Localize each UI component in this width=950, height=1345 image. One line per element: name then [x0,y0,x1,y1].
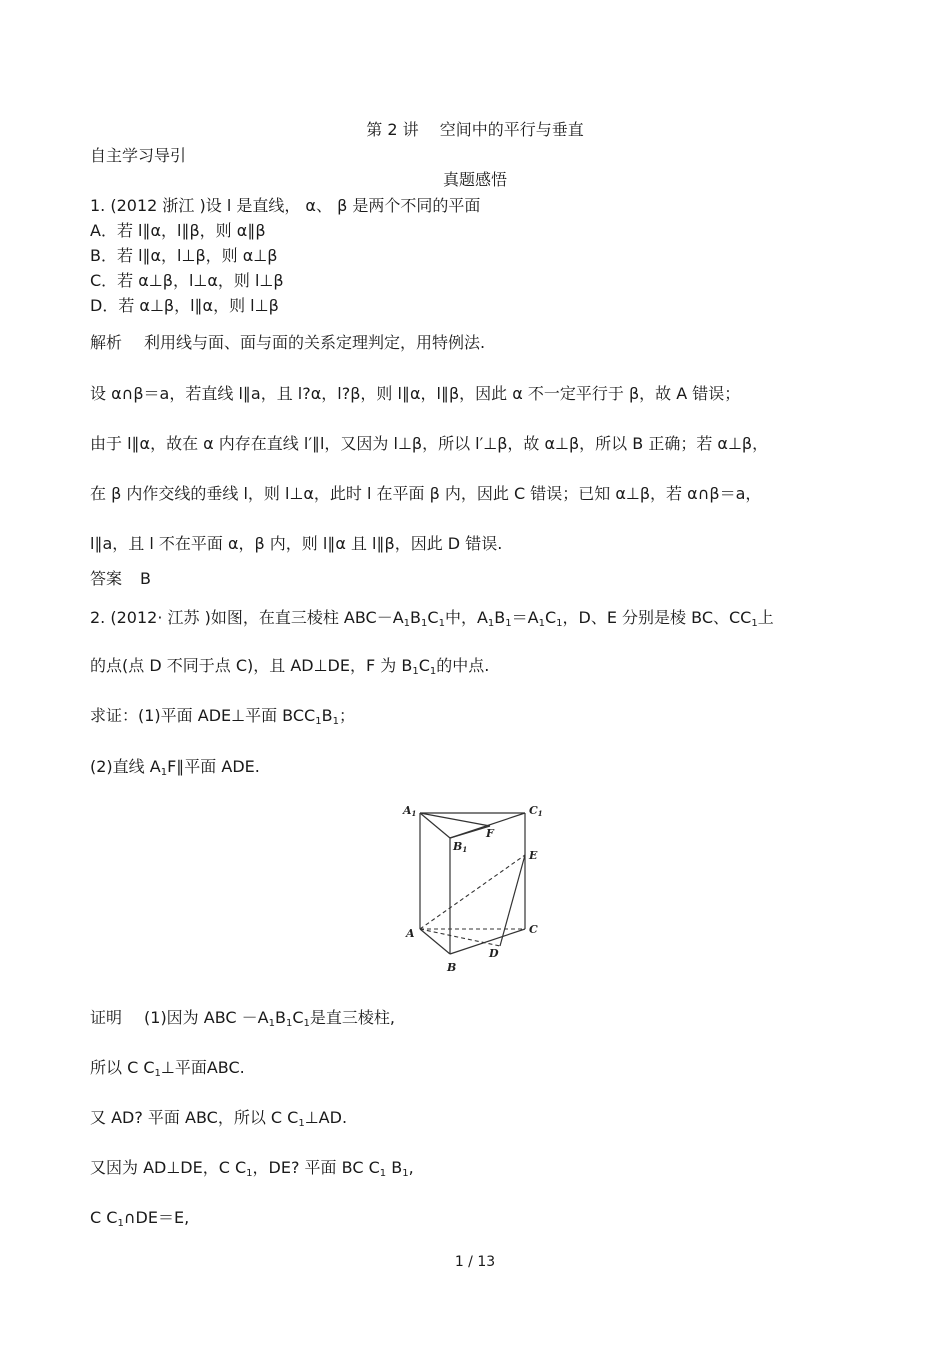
analysis-intro-text: 利用线与面、面与面的关系定理判定，用特例法. [144,333,486,352]
q1-stem: 1. (2012 浙江 )设 l 是直线， α、 β 是两个不同的平面 [90,196,481,215]
answer-label: 答案 [90,569,123,588]
q1-analysis-intro [90,333,485,353]
q2-prove-2: (2)直线 $A_1F\parallel$平面 ADE. [90,757,260,778]
answer-value: B [140,569,151,588]
q1-option-b: B．若 l∥α，l⊥β，则 α⊥β [90,246,278,265]
q1-analysis-line: 由于 l∥α，故在 α 内存在直线 l′∥l，又因为 l⊥β，所以 l′⊥β，故 α⊥β，所以 B 正确；若 α⊥β， [90,434,769,453]
proof-line-2: 所以 C $C_1\perp$平面ABC. [90,1058,245,1079]
label-e: E [529,849,538,862]
section-heading: 自主学习导引 [90,146,187,165]
proof-label: 证明 [90,1008,123,1027]
page-title: 第 2 讲 空间中的平行与垂直 [366,120,584,139]
page-number: 1 / 13 [454,1254,496,1270]
proof-line-3: 又 AD? 平面 ABC，所以 C $C_1\perp AD$. [90,1108,348,1129]
label-c: C [529,923,538,936]
analysis-label: 解析 [90,333,123,352]
q1-analysis-line: 设 α∩β＝a，若直线 l∥a，且 l?α，l?β，则 l∥α，l∥β，因此 α 不一定平行于 β，故 A 错误； [90,384,741,403]
label-b1: B1 [453,840,468,854]
subsection-heading: 真题感悟 [442,170,507,189]
q1-option-a: A．若 l∥α，l∥β，则 α∥β [90,221,266,240]
q1-answer [90,569,151,589]
proof-line-1: 证明 (1)因为 ABC $-A_1B_1C_1$是直三棱柱, [90,1008,395,1029]
label-b: B [447,961,457,974]
prism-figure [395,796,555,982]
label-d: D [489,947,499,960]
label-c1: C1 [529,804,543,818]
label-f: F [486,827,494,840]
label-a1: A1 [403,804,417,818]
q1-analysis-line: 在 β 内作交线的垂线 l，则 l⊥α，此时 l 在平面 β 内，因此 C 错误；已知 α⊥β，若 α∩β＝a， [90,484,762,503]
q2-line-1: 2. (2012· 江苏 )如图，在直三棱柱 $ABC-A_1B_1C_1$中，$A_1B_1=A_1C_1$，D、E 分别是棱 BC、$CC_1$上 [90,608,774,629]
label-a: A [406,927,415,940]
q1-option-c: C．若 α⊥β，l⊥α，则 l⊥β [90,271,284,290]
proof-line-4: 又因为 AD⊥DE，C $C_1$，DE? 平面 BC $C_1$ $B_1$, [90,1158,414,1179]
q2-prove-1: 求证：(1)平面 ADE⊥平面 $BCC_1B_1$； [90,706,355,727]
q1-analysis-line: l∥a，且 l 不在平面 α，β 内，则 l∥α 且 l∥β，因此 D 错误. [90,534,503,553]
q1-option-d: D．若 α⊥β，l∥α，则 l⊥β [90,296,279,315]
q2-line-2: 的点(点 D 不同于点 C)，且 AD⊥DE，F 为 $B_1C_1$的中点. [90,656,490,677]
proof-line-5: C $C_1\cap DE=E$, [90,1208,190,1229]
